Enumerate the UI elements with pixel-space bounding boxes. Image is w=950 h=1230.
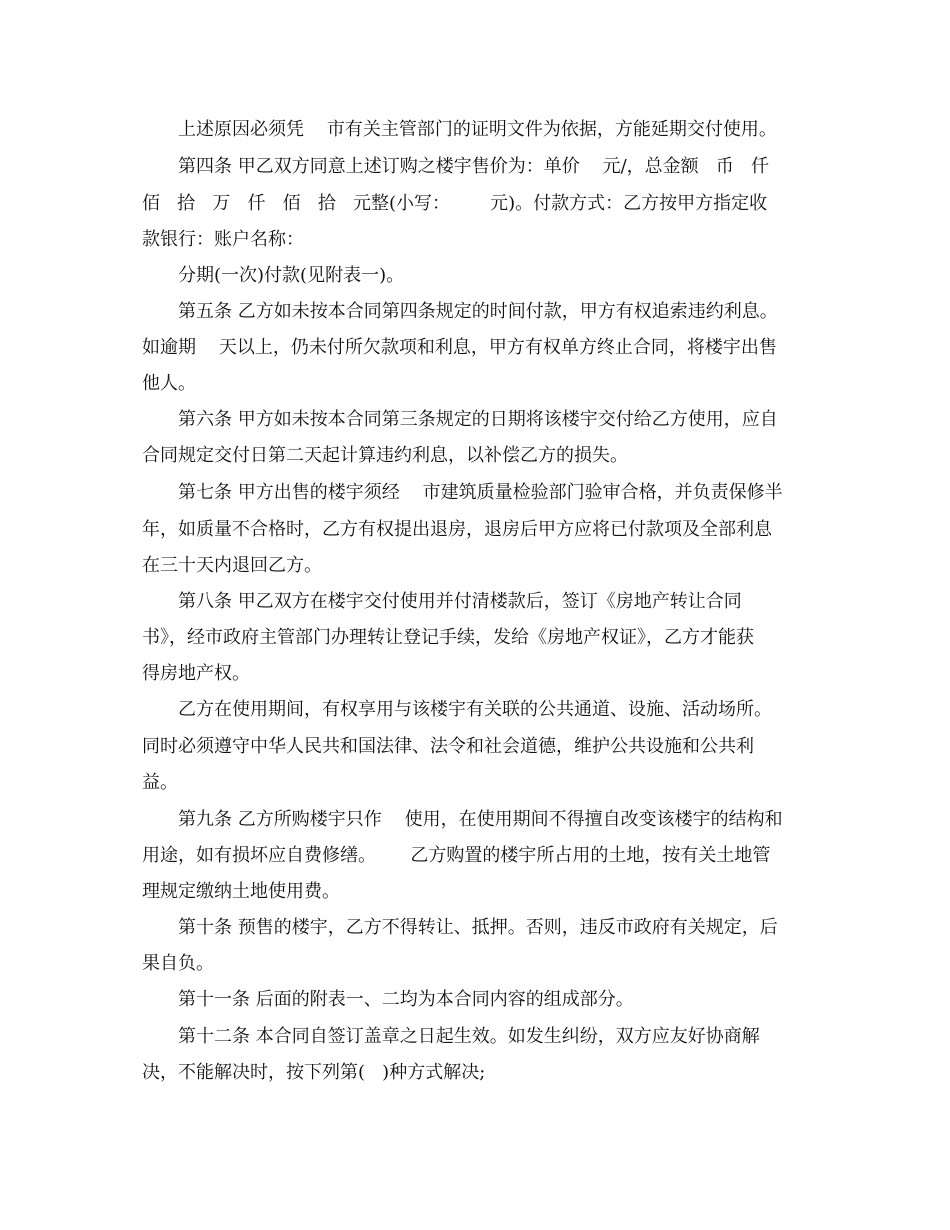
text-line: 第七条 甲方出售的楼宇须经 市建筑质量检验部门验审合格，并负责保修半 [178,482,783,503]
text-line: 得房地产权。 [142,663,250,684]
text-line: 决，不能解决时，按下列第( )种方式解决; [142,1062,486,1083]
text-line: 第十二条 本合同自签订盖章之日起生效。如发生纠纷，双方应友好协商解 [178,1026,760,1047]
text-line: 果自负。 [142,953,214,974]
text-line: 上述原因必须凭 市有关主管部门的证明文件为依据，方能延期交付使用。 [178,119,777,140]
text-line: 佰 拾 万 仟 佰 拾 元整(小写： 元)。付款方式：乙方按甲方指定收 [142,193,768,214]
text-line: 如逾期 天以上，仍未付所欠款项和利息，甲方有权单方终止合同，将楼宇出售 [142,337,777,358]
text-line: 第十条 预售的楼宇，乙方不得转让、抵押。否则，违反市政府有关规定，后 [178,917,778,938]
text-line: 理规定缴纳土地使用费。 [142,881,340,902]
text-line: 用途，如有损坏应自费修缮。 乙方购置的楼宇所占用的土地，按有关土地管 [142,845,771,866]
text-line: 第十一条 后面的附表一、二均为本合同内容的组成部分。 [178,989,634,1010]
text-line: 分期(一次)付款(见附表一)。 [178,265,405,286]
text-line: 合同规定交付日第二天起计算违约利息，以补偿乙方的损失。 [142,445,628,466]
text-line: 同时必须遵守中华人民共和国法律、法令和社会道德，维护公共设施和公共利 [142,736,754,757]
text-line: 在三十天内退回乙方。 [142,555,322,576]
text-line: 年，如质量不合格时，乙方有权提出退房，退房后甲方应将已付款项及全部利息 [142,519,772,540]
text-line: 益。 [142,772,178,793]
text-line: 书》，经市政府主管部门办理转让登记手续，发给《房地产权证》，乙方才能获 [142,627,754,648]
text-line: 乙方在使用期间，有权享用与该楼宇有关联的公共通道、设施、活动场所。 [178,699,772,720]
text-line: 他人。 [142,373,196,394]
text-line: 第九条 乙方所购楼宇只作 使用，在使用期间不得擅自改变该楼宇的结构和 [178,809,783,830]
text-line: 款银行：账户名称： [142,229,304,250]
text-line: 第四条 甲乙双方同意上述订购之楼宇售价为：单价 元/，总金额 币 仟 [178,156,769,177]
text-line: 第五条 乙方如未按本合同第四条规定的时间付款，甲方有权追索违约利息。 [178,301,778,322]
text-line: 第六条 甲方如未按本合同第三条规定的日期将该楼宇交付给乙方使用，应自 [178,409,778,430]
text-line: 第八条 甲乙双方在楼宇交付使用并付清楼款后，签订《房地产转让合同 [178,591,742,612]
